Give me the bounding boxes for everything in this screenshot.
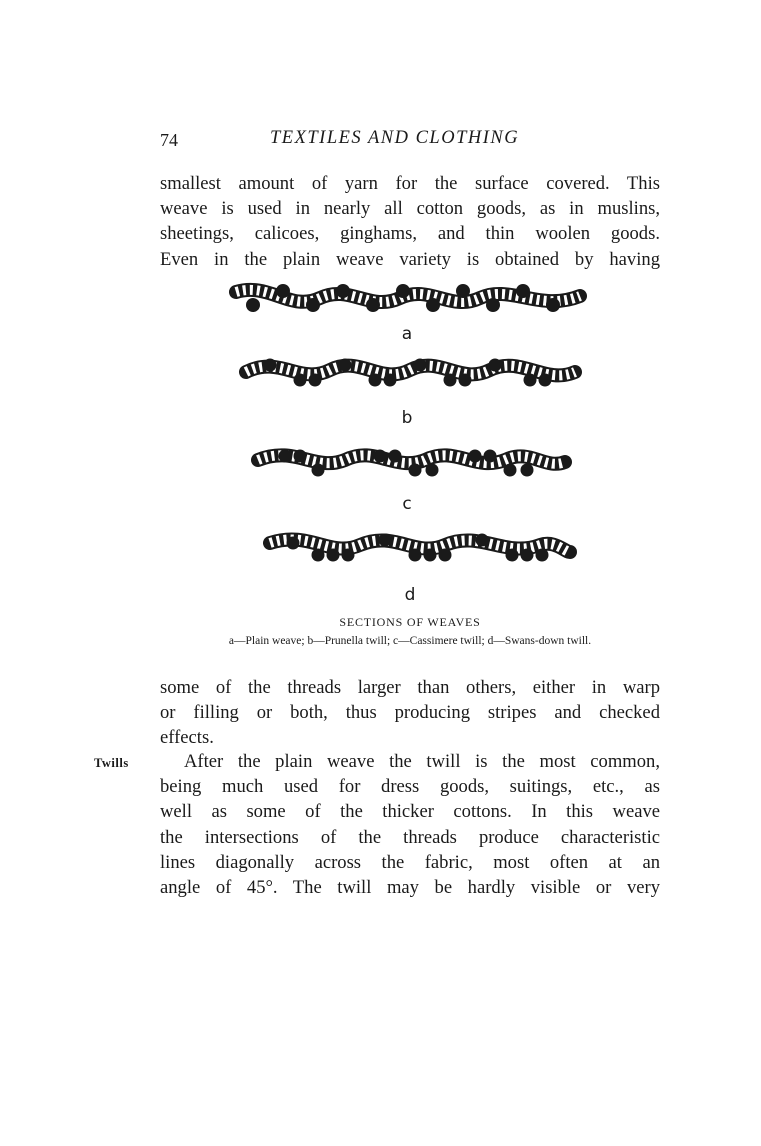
text-line: being much used for dress goods, suitings, etc., as xyxy=(160,776,660,798)
figure-caption-text: a—Plain weave; b—Prunella twill; c—Cassimere twill; d—Swans-down twill. xyxy=(228,635,592,647)
paragraph-2 xyxy=(160,675,660,751)
text-line: the intersections of the threads produce characteristic xyxy=(160,826,660,848)
figure-caption-title: SECTIONS OF WEAVES xyxy=(339,615,481,629)
paragraph-3 xyxy=(160,749,660,900)
text-line: sheetings, calicoes, ginghams, and thin woolen goods. xyxy=(160,223,660,245)
text-line: Even in the plain weave variety is obtained by having xyxy=(160,248,660,270)
text-line: effects. xyxy=(160,727,214,749)
running-title: TEXTILES AND CLOTHING xyxy=(270,128,520,148)
text-line: well as some of the thicker cottons. In this weave xyxy=(160,801,660,823)
figure-label-c: c xyxy=(402,494,412,514)
text-line: or filling or both, thus producing stripes and checked xyxy=(160,702,660,724)
text-line: weave is used in nearly all cotton goods, as in muslins, xyxy=(160,198,660,220)
weave-section-a xyxy=(236,284,580,312)
text-line: After the plain weave the twill is the most common, xyxy=(184,751,660,772)
weave-section-d xyxy=(270,534,570,562)
text-line: some of the threads larger than others, either in warp xyxy=(160,677,660,698)
text-line: angle of 45°. The twill may be hardly visible or very xyxy=(160,877,660,899)
figure-label-b: b xyxy=(401,408,413,428)
text-line: lines diagonally across the fabric, most often at an xyxy=(160,851,660,873)
page-number: 74 xyxy=(160,130,178,150)
weave-section-c xyxy=(258,450,565,477)
figure-label-d: d xyxy=(404,585,416,605)
side-label-twills: Twills xyxy=(94,756,129,770)
figure-label-a: a xyxy=(401,324,413,344)
text-line: smallest amount of yarn for the surface covered. This xyxy=(160,173,660,194)
weave-section-b xyxy=(246,359,575,387)
